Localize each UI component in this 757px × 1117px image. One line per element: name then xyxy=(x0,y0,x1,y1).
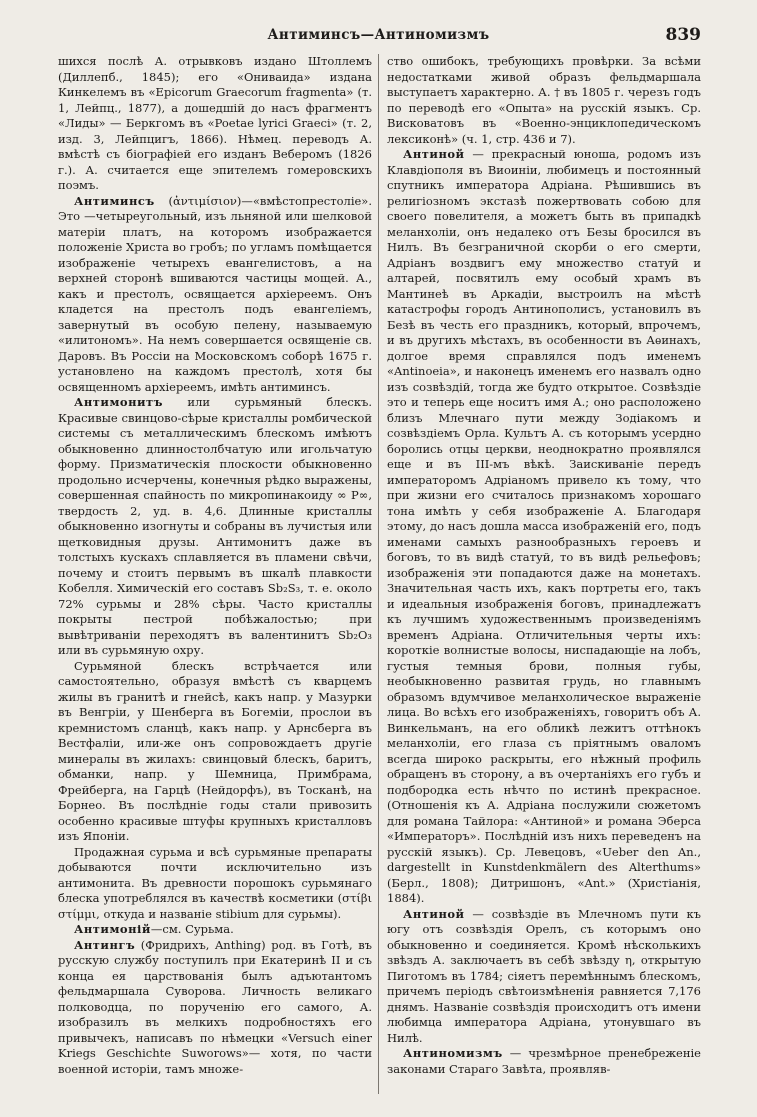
entry-headword: Антиминсъ xyxy=(74,193,155,208)
entry-anting xyxy=(58,938,372,1078)
right-column xyxy=(387,54,701,1094)
entry-antimonii xyxy=(58,922,372,938)
entry-text: (Фридрихъ, Anthing) род. въ Готѣ, въ русскую службу поступилъ при Екатеринѣ II и съ конца ея царствованія былъ адъютантомъ фельдмаршала Суворова. Личность великаго полководца, по порученію его самого, А. изобразилъ въ мелкихъ подробностяхъ его привычекъ, написавъ по нѣмецки «Versuch einer Kriegs Geschichte Suworows»— хотя, по части военной исторіи, тамъ множе- xyxy=(58,937,372,1076)
entry-antimins xyxy=(58,194,372,396)
text-columns xyxy=(58,54,702,1094)
entry-headword: Антиной xyxy=(403,147,465,161)
page-number: 839 xyxy=(665,25,701,45)
entry-text: или сурьмяный блескъ. Красивые свинцово-сѣрые кристаллы ромбической системы съ металлическимъ блескомъ имѣютъ обыкновенно длинностолбчатую или игольчатую форму. Призматическія плоскости обыкновенно продольно исчерчены, конечныя рѣдко выражены, совершенная спайность по микропинакоиду ∞ P∞, твердость 2, уд. в. 4,6. Длинные кристаллы обыкновенно изогнуты и собраны въ лучистыя или щетковидныя друзы. Антимонитъ даже въ толстыхъ кускахъ сплавляется въ пламени свѣчи, почему и стоитъ первымъ въ шкалѣ плавкости Кобелля. Химическій его составъ Sb₂S₃, т. е. около 72% сурьмы и 28% сѣры. Часто кристаллы покрыты пестрой побѣжалостью; при вывѣтриваніи переходятъ въ валентинитъ Sb₂O₃ или въ сурьмяную охру. xyxy=(58,395,372,657)
continuation-paragraph: шихся послѣ А. отрывковъ издано Штоллемъ (Диллепб., 1845); его «Ониваида» издана Кинкелемъ въ «Epicorum Graecorum fragmenta» (т. 1, Лейпц., 1877), a дошедшій до насъ фрагментъ «Лиды» — Беркгомъ въ «Poetae lyrici Graeci» (т. 2, изд. 3, Лейпцигъ, 1866). Нѣмец. переводъ А. вмѣстѣ съ біографіей его изданъ Веберомъ (1826 г.). А. считается еще эпителемъ гомеровскихъ поэмъ. xyxy=(58,54,372,192)
entry-text: — созвѣздіе въ Млечномъ пути къ югу отъ созвѣздія Орелъ, съ которымъ оно обыкновенно и соединяется. Кромѣ нѣсколькихъ звѣздъ А. заключаетъ въ себѣ звѣзду η, открытую Пиготомъ въ 1784; сіяетъ перемѣннымъ блескомъ, причемъ періодъ свѣтоизмѣненія равняется 7,176 днямъ. Названіе созвѣздія происходитъ отъ имени любимца императора Адріана, утонувшаго въ Нилѣ. xyxy=(387,906,701,1045)
entry-antinoi-constellation xyxy=(387,907,701,1047)
entry-text: — прекрасный юноша, родомъ изъ Клавдіополя въ Виоиніи, любимецъ и постоянный спутникъ императора Адріана. Рѣшившись въ религіозномъ экстазѣ пожертвовать собою для своего повелителя, а можетъ быть въ припадкѣ меланхоліи, онъ недалеко отъ Безы бросился въ Нилъ. Въ безграничной скорби о его смерти, Адріанъ воздвигъ ему множество статуй и алтарей, посвятилъ ему особый храмъ въ Мантинеѣ въ Аркадіи, выстроилъ на мѣстѣ катастрофы городъ Антинополисъ, установилъ въ Безѣ въ честь его праздникъ, который, впрочемъ, и въ другихъ мѣстахъ, въ особенности въ Аѳинахъ, долгое время справлялся подъ именемъ «Antinoeia», и наконецъ именемъ его назвалъ одно изъ созвѣздій, тогда же будто открытое. Созвѣздіе это и теперь еще носитъ имя А.; оно расположено близъ Млечнаго пути между Зодіакомъ и созвѣздіемъ Орла. Культъ А. съ которымъ усердно боролись отцы церкви, неоднократно проявлялся еще и въ III-мъ вѣкѣ. Заискиваніе передъ императоромъ Адріаномъ привело къ тому, что при жизни его считалось признакомъ хорошаго тона имѣть у себя изображеніе А. Благодаря этому, до насъ дошла масса изображеній его, подъ именами самыхъ разнообразныхъ героевъ и боговъ, то въ видѣ статуй, то въ видѣ рельефовъ; изображенія эти попадаются даже на монетахъ. Значительная часть ихъ, какъ портреты его, такъ и идеальныя изображенія боговъ, принадлежатъ къ лучшимъ художественнымъ произведеніямъ временъ Адріана. Отличительныя черты ихъ: короткіе волнистые волосы, ниспадающіе на лобъ, густыя темныя брови, полныя губы, необыкновенно развитая грудь, но главнымъ образомъ вдумчивое меланхолическое выраженіе лица. Во всѣхъ его изображеніяхъ, говоритъ объ А. Винкельманъ, на его обликѣ лежитъ оттѣнокъ меланхоліи, его глаза съ пріятнымъ оваломъ всегда широко раскрыты, его нѣжный профиль обращенъ въ сторону, а въ очертаніяхъ его губъ и подбородка есть нѣчто по истинѣ прекрасное. (Отношенія къ А. Адріана послужили сюжетомъ для романа Тайлора: «Антиной» и романа Эберса «Императоръ». Послѣдній изъ нихъ переведенъ на русскій языкъ). Ср. Левецовъ, «Ueber den An., dargestellt in Kunstdenkmälern des Alterthums» (Берл., 1808); Дитришонъ, «Ant.» (Христіанія, 1884). xyxy=(387,147,701,905)
entry-headword: Антимонитъ xyxy=(74,395,163,409)
continuation-paragraph: ство ошибокъ, требующихъ провѣрки. За всѣми недостатками живой образъ фельдмаршала выступаетъ характерно. А. † въ 1805 г. черезъ годъ по переводѣ его «Опыта» на русскій языкъ. Ср. Висковатовъ въ «Военно-энциклопедическомъ лексиконѣ» (ч. 1, стр. 436 и 7). xyxy=(387,54,701,146)
entry-text: — чрезмѣрное пренебреженіе законами Стараго Завѣта, проявляв- xyxy=(387,1046,701,1076)
entry-antimonit xyxy=(58,395,372,659)
entry-headword: Антиномизмъ xyxy=(403,1046,503,1060)
left-column xyxy=(58,54,372,1094)
entry-antinoi xyxy=(387,147,701,907)
entry-headword: Антингъ xyxy=(74,937,136,952)
paragraph-usage: Продажная сурьма и всѣ сурьмяные препараты добываются почти исключительно изъ антимонита. Въ древности порошокъ сурьмянаго блеска употреблялся въ качествѣ косметики (στίβι στίμμι, откуда и названіе stibium для сурьмы). xyxy=(58,844,372,921)
running-head: Антиминсъ—Антиномизмъ xyxy=(267,27,490,43)
entry-headword: Антиной xyxy=(403,906,465,921)
column-divider xyxy=(378,54,379,1094)
entry-antinomizm xyxy=(387,1046,701,1077)
paragraph-occurrence: Сурьмяной блескъ встрѣчается или самостоятельно, образуя вмѣстѣ съ кварцемъ жилы въ гранитѣ и гнейсѣ, какъ напр. у Мазурки въ Венгріи, у Шенберга въ Богеміи, прослои въ кремнистомъ сланцѣ, какъ напр. у Арнсберга въ Вестфаліи, или-же онъ сопровождаетъ другіе минералы въ жилахъ: свинцовый блескъ, баритъ, обманки, напр. у Шемница, Примбрама, Фрейберга, на Гарцѣ (Нейдорфъ), въ Тосканѣ, на Борнео. Въ послѣдніе годы стали привозить особенно красивые штуфы крупныхъ кристалловъ изъ Японіи. xyxy=(58,658,372,843)
page-header xyxy=(60,25,701,49)
entry-text: —см. Сурьма. xyxy=(150,922,234,936)
entry-headword: Антимоній xyxy=(74,922,151,936)
entry-text: (ἀντιμίσιον)—«вмѣстопрестоліе». Это —четыреугольный, изъ льняной или шелковой матеріи платъ, на которомъ изображается положеніе Христа во гробъ; по угламъ помѣщается изображеніе четырехъ евангелистовъ, а на верхней сторонѣ вшиваются частицы мощей. А., какъ и престолъ, освящается архіереемъ. Онъ кладется на престолъ подъ евангеліемъ, завернутый въ особую пелену, называемую «илитономъ». На немъ совершается освященіе св. Даровъ. Въ Россіи на Московскомъ соборѣ 1675 г. установлено на каждомъ престолѣ, хотя бы освященномъ архіереемъ, имѣть антиминсъ. xyxy=(58,193,372,394)
